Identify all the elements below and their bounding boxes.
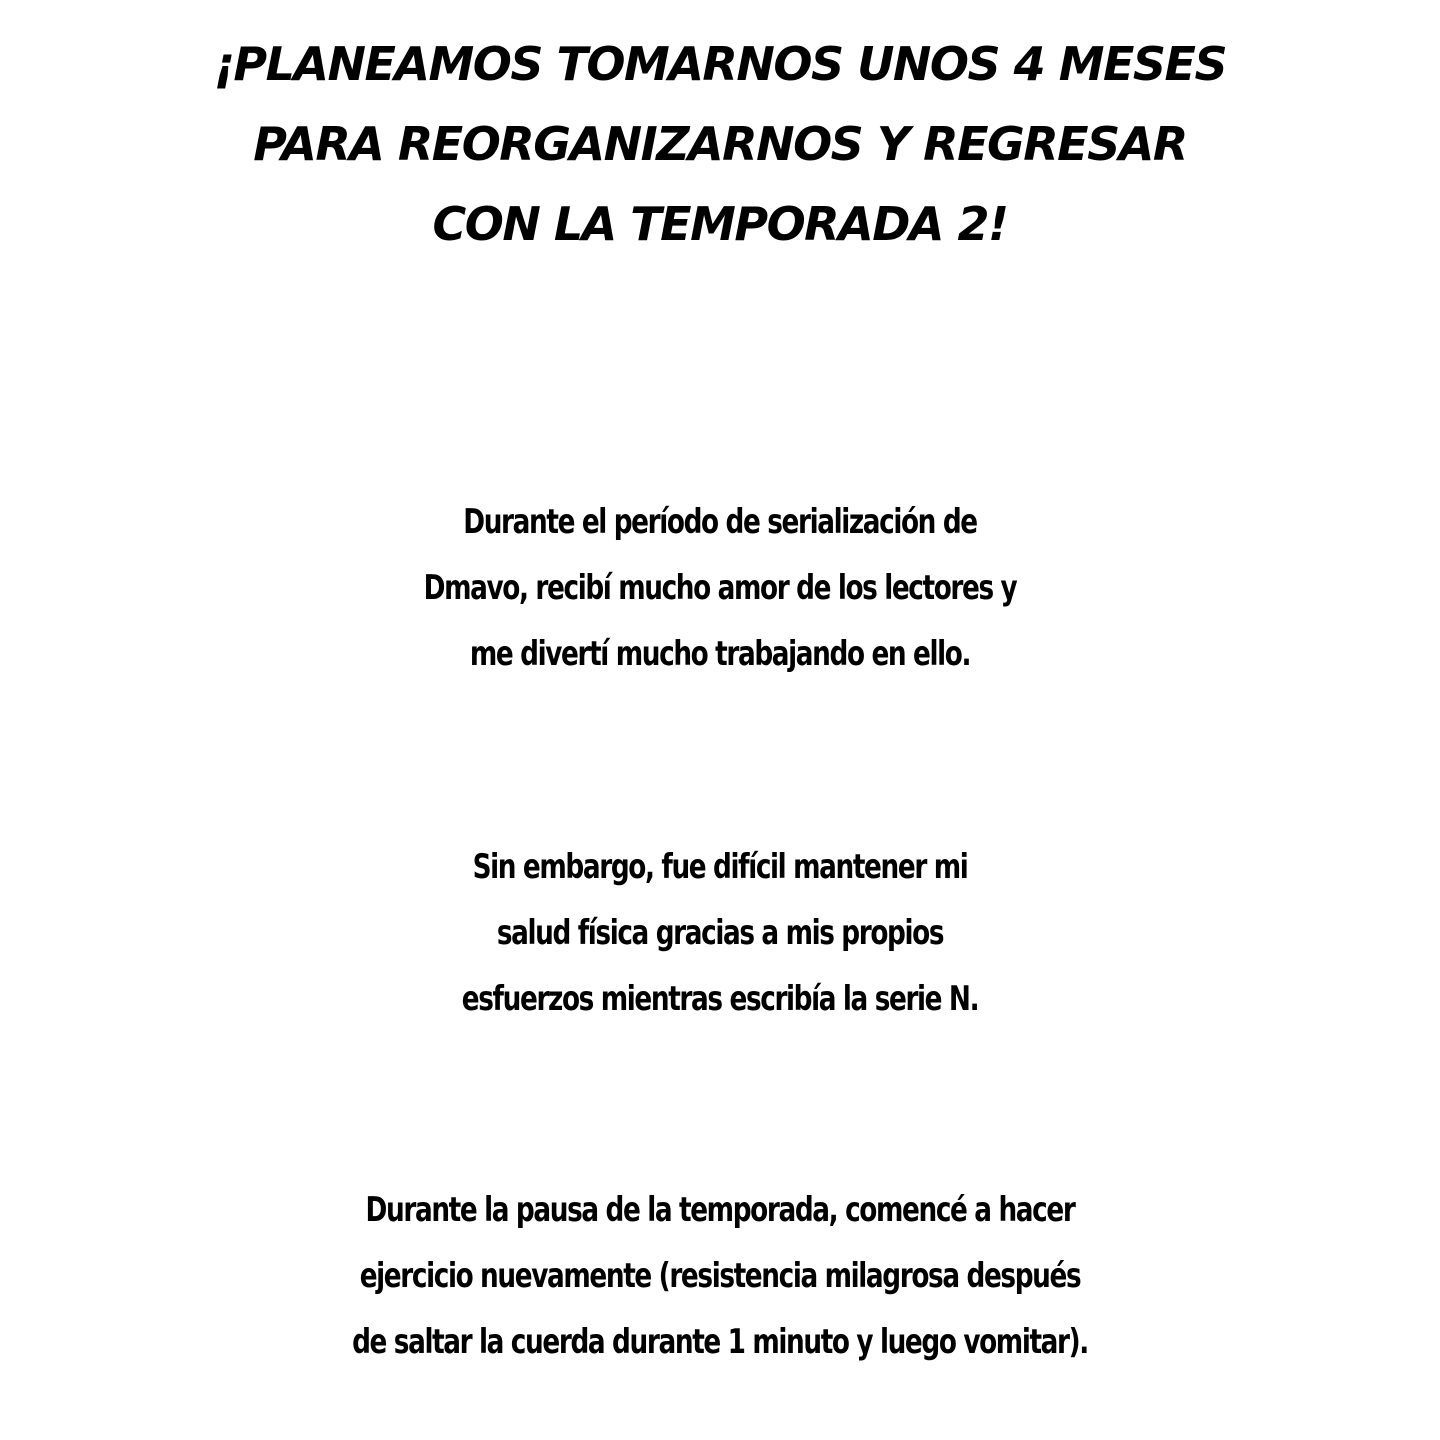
paragraph-line: de saltar la cuerda durante 1 minuto y luego vomitar). (352, 1322, 1088, 1362)
paragraph-line: esfuerzos mientras escribía la serie N. (461, 979, 979, 1019)
paragraph-line: Durante el período de serialización de (463, 502, 977, 542)
paragraph-serialization (204, 489, 1236, 687)
heading-line: PARA REORGANIZARNOS Y REGRESAR (253, 117, 1187, 171)
heading-line: CON LA TEMPORADA 2! (432, 197, 1008, 251)
paragraph-health (204, 834, 1236, 1032)
paragraph-line: salud física gracias a mis propios (496, 913, 944, 953)
paragraph-exercise (204, 1177, 1236, 1375)
season-break-heading (120, 24, 1320, 264)
paragraph-line: ejercicio nuevamente (resistencia milagrosa después (359, 1256, 1081, 1296)
paragraph-line: me divertí mucho trabajando en ello. (469, 634, 971, 674)
paragraph-line: Dmavo, recibí mucho amor de los lectores y (423, 568, 1017, 608)
paragraph-line: Sin embargo, fue difícil mantener mi (472, 847, 968, 887)
paragraph-line: Durante la pausa de la temporada, comencé a hacer (365, 1190, 1075, 1230)
heading-line: ¡PLANEAMOS TOMARNOS UNOS 4 MESES (213, 37, 1227, 91)
